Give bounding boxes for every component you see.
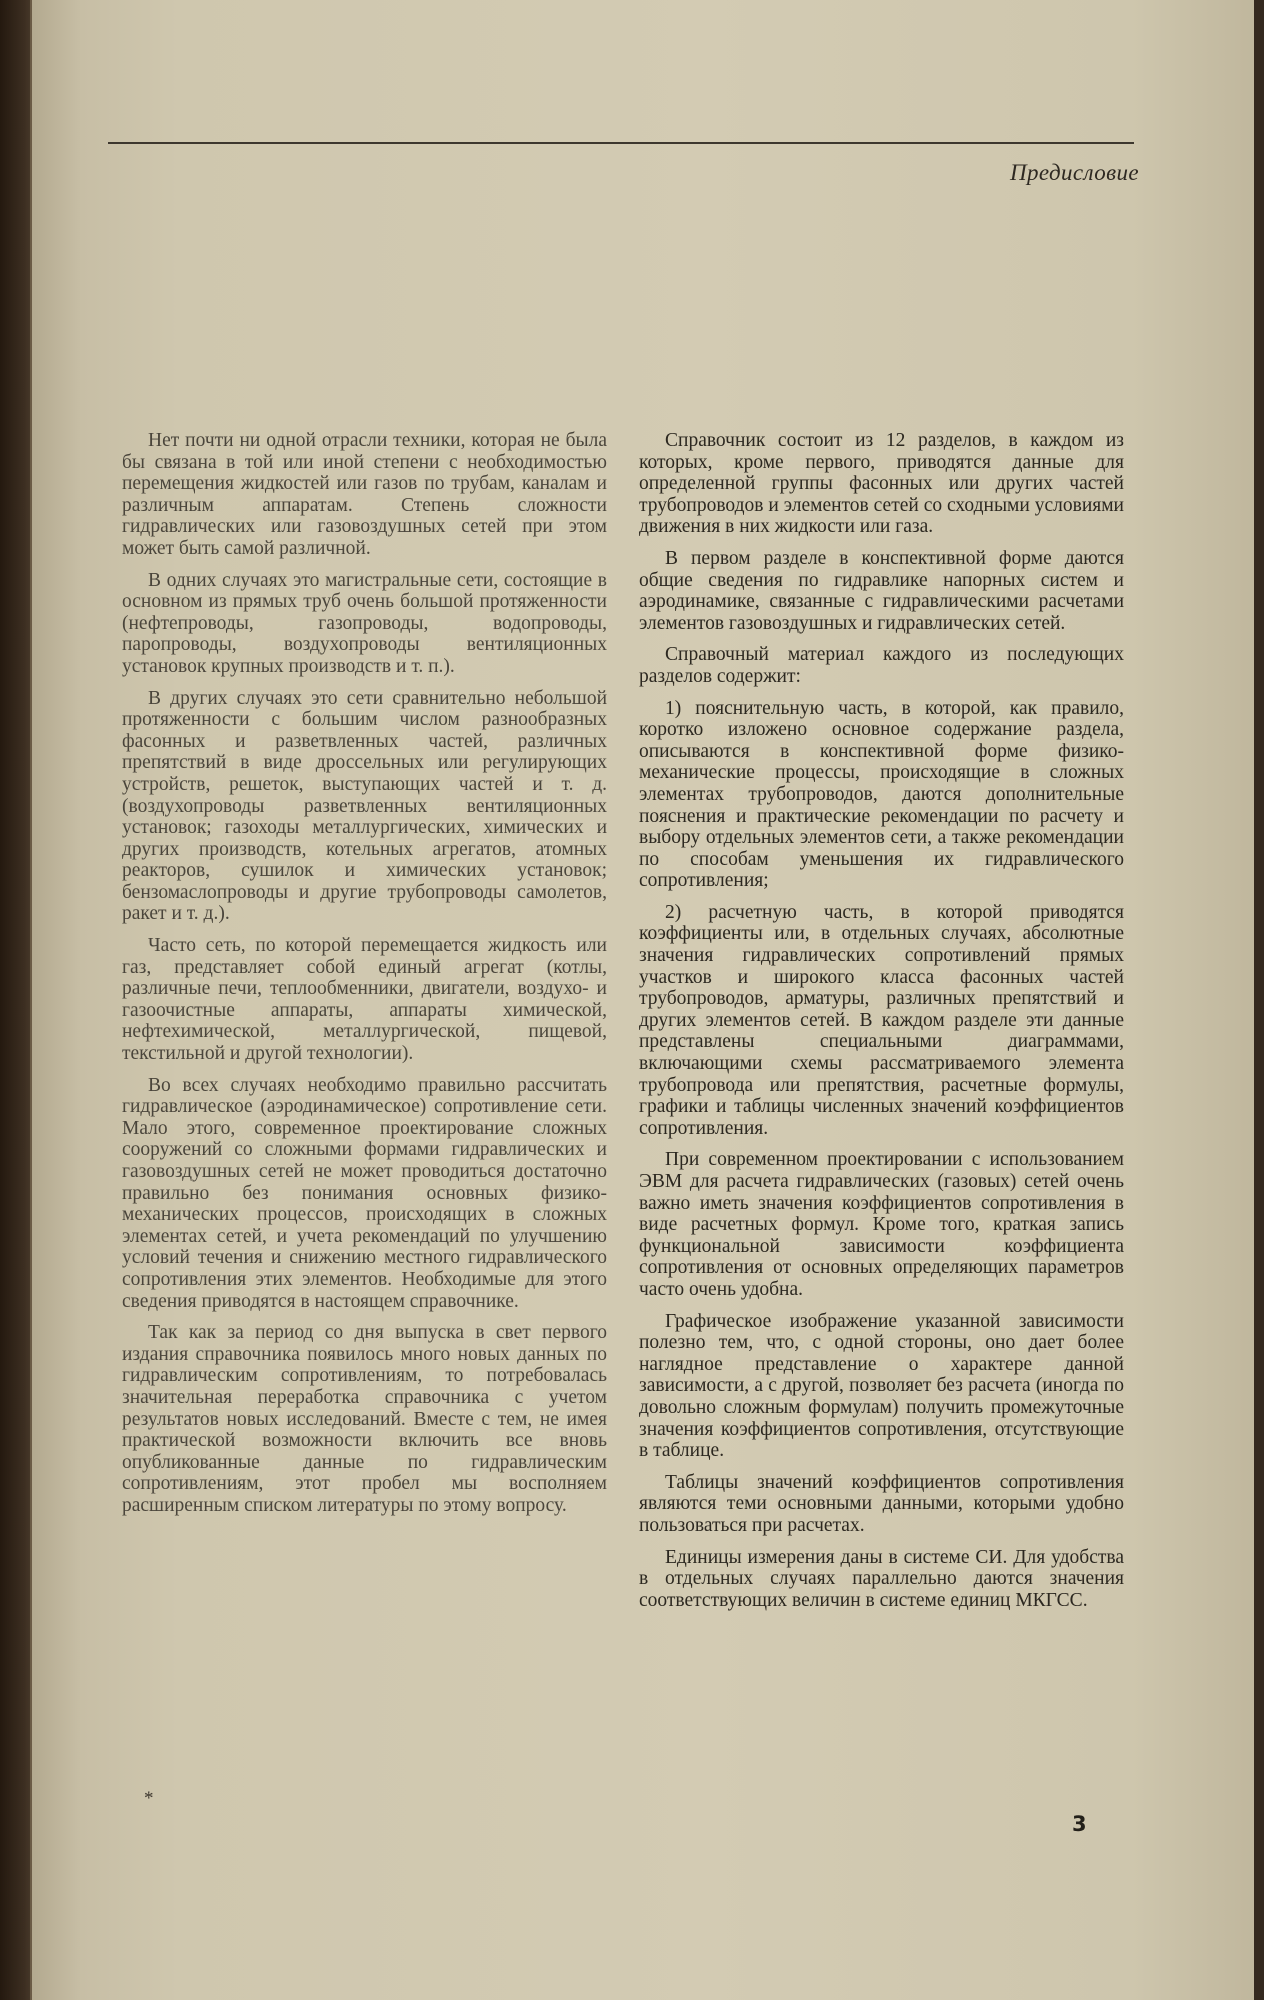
paragraph: В первом разделе в конспективной форме даются общие сведения по гидравлике напорных систем и аэродинамике, связанные с гидравлическими расчетами элементов газовоздушных и гидравлических сетей. xyxy=(639,547,1124,634)
paragraph: При современном проектировании с использованием ЭВМ для расчета гидравлических (газовых) сетей очень важно иметь значения коэффициентов сопротивления в виде расчетных формул. Кроме того, краткая запись функциональной зависимости коэффициента сопротивления от основных определяющих параметров часто очень удобна. xyxy=(639,1149,1124,1300)
page-number: 3 xyxy=(1072,1812,1087,1836)
book-page xyxy=(30,0,1254,2000)
list-item: 2) расчетную часть, в которой приводятся коэффициенты или, в отдельных случаях, абсолютные значения гидравлических сопротивлений прямых участков и широкого класса фасонных частей трубопроводов, арматуры, различных препятствий и других элементов сетей. В каждом разделе эти данные представлены специальными диаграммами, включающими схемы рассматриваемого элемента трубопровода или препятствия, расчетные формулы, графики и таблицы численных значений коэффициентов сопротивления. xyxy=(639,901,1124,1139)
paragraph: В других случаях это сети сравнительно небольшой протяженности с большим числом разнообразных фасонных и разветвленных частей, различных препятствий в виде дроссельных или регулирующих устройств, решеток, выступающих частей и т. д. (воздухопроводы разветвленных вентиляционных установок; газоходы металлургических, химических и других производств, котельных агрегатов, атомных реакторов, сушилок и химических установок; бензомаслопроводы и другие трубопроводы самолетов, ракет и т. д.). xyxy=(122,687,607,925)
left-column xyxy=(122,430,607,1527)
running-title: Предисловие xyxy=(1010,160,1139,185)
header-rule xyxy=(108,142,1134,144)
paragraph: Графическое изображение указанной зависимости полезно тем, что, с одной стороны, оно дает более наглядное представление о характере данной зависимости, а с другой, позволяет без расчета (иногда по довольно сложным формулам) получить промежуточные значения коэффициентов сопротивления, отсутствующие в таблице. xyxy=(639,1310,1124,1462)
paragraph: Единицы измерения даны в системе СИ. Для удобства в отдельных случаях параллельно даются значения соответствующих величин в системе единиц МКГСС. xyxy=(639,1546,1124,1611)
paragraph: Справочник состоит из 12 разделов, в каждом из которых, кроме первого, приводятся данные для определенной группы фасонных или других частей трубопроводов и элементов сетей со сходными условиями движения в них жидкости или газа. xyxy=(639,430,1124,538)
list-item: 1) пояснительную часть, в которой, как правило, коротко изложено основное содержание раздела, описываются в конспективной форме физико-механические процессы, происходящие в сложных элементах трубопроводов, даются дополнительные пояснения и практические рекомендации по расчету и выбору отдельных элементов сети, а также рекомендации по способам уменьшения их гидравлического сопротивления; xyxy=(639,697,1124,892)
asterisk-mark: * xyxy=(144,1788,154,1809)
paragraph: Таблицы значений коэффициентов сопротивления являются теми основными данными, которыми удобно пользоваться при расчетах. xyxy=(639,1471,1124,1536)
paragraph: Справочный материал каждого из последующих разделов содержит: xyxy=(639,644,1124,687)
right-column xyxy=(639,430,1124,1621)
paragraph: Во всех случаях необходимо правильно рассчитать гидравлическое (аэродинамическое) сопротивление сети. Мало этого, современное проектирование сложных сооружений со сложными формами гидравлических и газовоздушных сетей не может проводиться достаточно правильно без понимания основных физико-механических процессов, происходящих в сложных элементах сетей, и учета рекомендаций по улучшению условий течения и снижению местного гидравлического сопротивления этих элементов. Необходимые для этого сведения приводятся в настоящем справочнике. xyxy=(122,1074,607,1312)
paragraph: В одних случаях это магистральные сети, состоящие в основном из прямых труб очень большой протяженности (нефтепроводы, газопроводы, водопроводы, паропроводы, воздухопроводы вентиляционных установок крупных производств и т. п.). xyxy=(122,569,607,677)
paragraph: Нет почти ни одной отрасли техники, которая не была бы связана в той или иной степени с необходимостью перемещения жидкостей или газов по трубам, каналам и различным аппаратам. Степень сложности гидравлических или газовоздушных сетей при этом может быть самой различной. xyxy=(122,430,607,559)
paragraph: Так как за период со дня выпуска в свет первого издания справочника появилось много новых данных по гидравлическим сопротивлениям, то потребовалась значительная переработка справочника с учетом результатов новых исследований. Вместе с тем, не имея практической возможности включить все вновь опубликованные данные по гидравлическим сопротивлениям, этот пробел мы восполняем расширенным списком литературы по этому вопросу. xyxy=(122,1322,607,1516)
paragraph: Часто сеть, по которой перемещается жидкость или газ, представляет собой единый агрегат (котлы, различные печи, теплообменники, двигатели, воздухо- и газоочистные аппараты, аппараты химической, нефтехимической, металлургической, пищевой, текстильной и другой технологии). xyxy=(122,935,607,1065)
